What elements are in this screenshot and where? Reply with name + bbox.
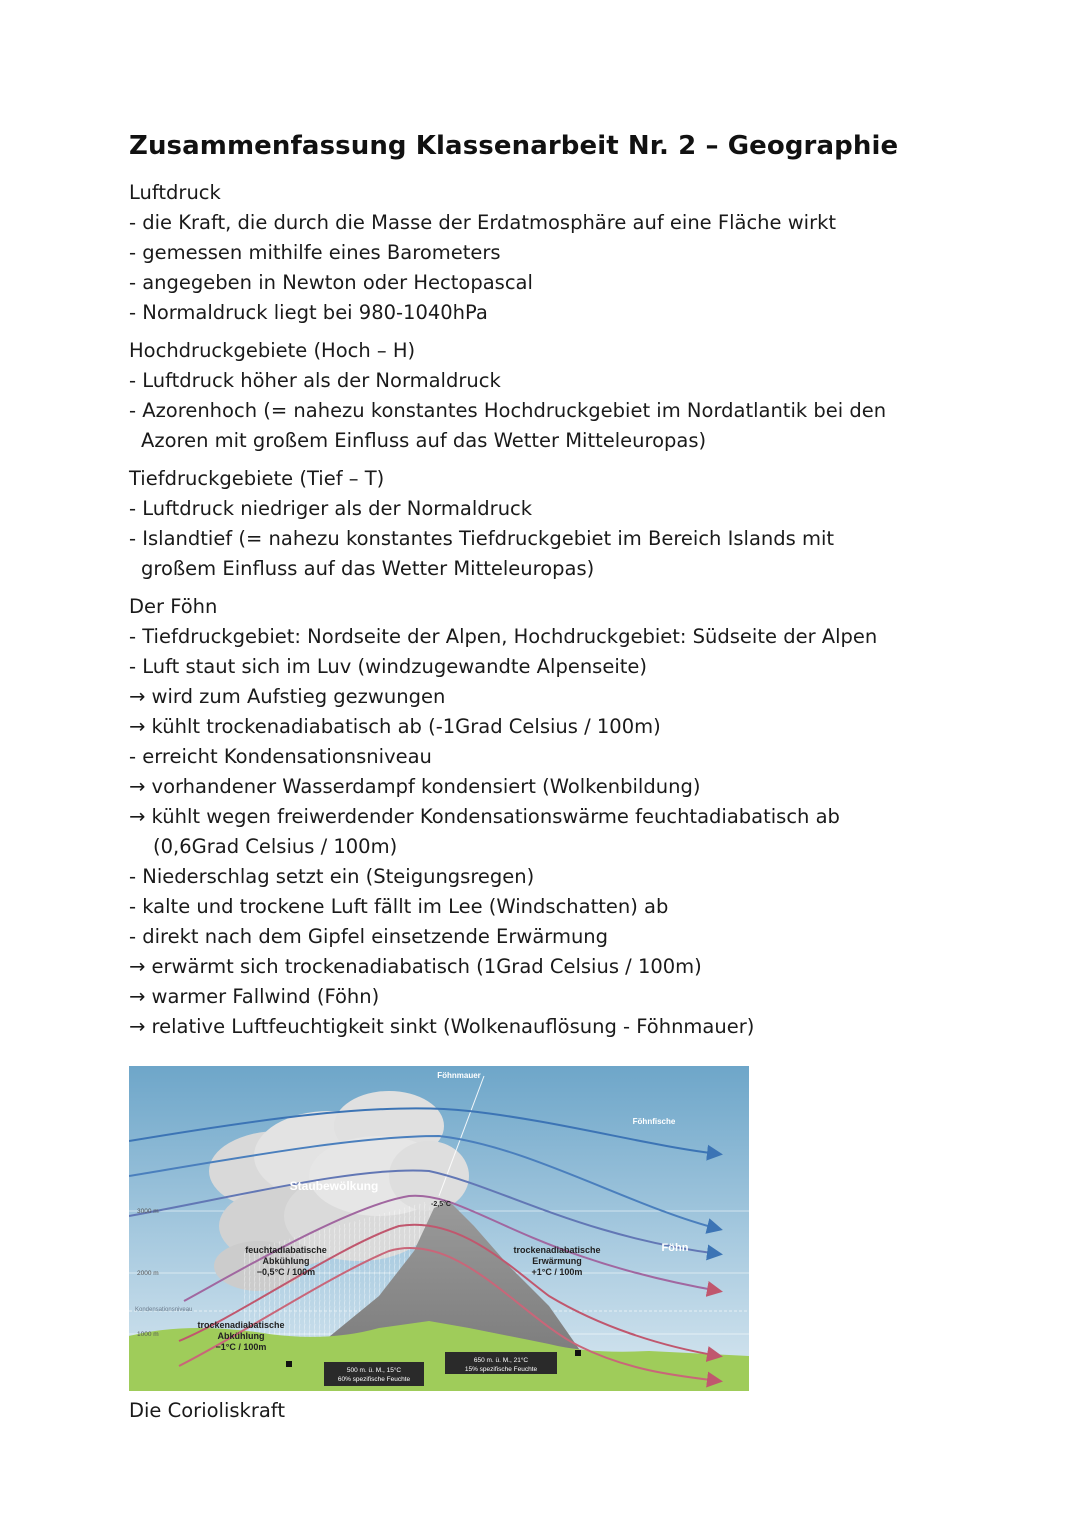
foehn-diagram-svg [129, 1066, 749, 1391]
label-alt-3000: 3000 m [137, 1208, 159, 1215]
bullet-line: großem Einfluss auf das Wetter Mitteleuropas) [141, 557, 595, 580]
bullet-line: - direkt nach dem Gipfel einsetzende Erwärmung [129, 925, 609, 948]
label-feucht-2: Abkühlung [262, 1256, 310, 1266]
bullet-line: → wird zum Aufstieg gezwungen [129, 685, 446, 708]
bullet-line: → erwärmt sich trockenadiabatisch (1Grad Celsius / 100m) [129, 955, 702, 978]
section [129, 178, 959, 328]
section-heading: Luftdruck [129, 181, 221, 204]
label-kondensationsniveau: Kondensationsniveau [135, 1307, 193, 1313]
bullet-line: - Niederschlag setzt ein (Steigungsregen) [129, 865, 535, 888]
bullet-line: - erreicht Kondensationsniveau [129, 745, 432, 768]
bullet-line: - kalte und trockene Luft fällt im Lee (Windschatten) ab [129, 895, 669, 918]
bullet-line: - Luftdruck niedriger als der Normaldruck [129, 497, 533, 520]
section-heading: Tiefdruckgebiete (Tief – T) [129, 467, 385, 490]
bullet-line: → warmer Fallwind (Föhn) [129, 985, 380, 1008]
label-trocken-kalt-3: −1°C / 100m [215, 1342, 267, 1352]
label-trocken-warm-3: +1°C / 100m [531, 1267, 583, 1277]
bullet-line: - Normaldruck liegt bei 980-1040hPa [129, 301, 488, 324]
label-staubewoelkung: Staubewölkung [289, 1179, 379, 1193]
bullet-line: - Luft staut sich im Luv (windzugewandte Alpenseite) [129, 655, 647, 678]
label-foehnmauer: Föhnmauer [437, 1071, 481, 1080]
bullet-line: → vorhandener Wasserdampf kondensiert (Wolkenbildung) [129, 775, 701, 798]
label-trocken-kalt-1: trockenadiabatische [197, 1320, 285, 1330]
label-alt-1000: 1000 m [137, 1331, 159, 1338]
bullet-line: - gemessen mithilfe eines Barometers [129, 241, 501, 264]
label-station-right-1: 650 m. ü. M., 21°C [473, 1357, 529, 1364]
document-page [129, 128, 959, 1050]
label-station-left-2: 60% spezifische Feuchte [337, 1376, 411, 1383]
label-feucht-1: feuchtadiabatische [245, 1245, 327, 1255]
label-station-right-2: 15% spezifische Feuchte [464, 1366, 538, 1373]
label-foehnfische: Föhnfische [632, 1117, 676, 1126]
bullet-line: Azoren mit großem Einfluss auf das Wetter Mitteleuropas) [141, 429, 707, 452]
label-alt-2000: 2000 m [137, 1270, 159, 1277]
bullet-line: → kühlt trockenadiabatisch ab (-1Grad Celsius / 100m) [129, 715, 661, 738]
bullet-line: - Tiefdruckgebiet: Nordseite der Alpen, Hochdruckgebiet: Südseite der Alpen [129, 625, 878, 648]
bullet-line: → kühlt wegen freiwerdender Kondensationswärme feuchtadiabatisch ab [129, 805, 840, 828]
bullet-line: - Islandtief (= nahezu konstantes Tiefdruckgebiet im Bereich Islands mit [129, 527, 835, 550]
station-right-marker [575, 1350, 581, 1356]
bullet-line: (0,6Grad Celsius / 100m) [153, 835, 398, 858]
section-heading: Hochdruckgebiete (Hoch – H) [129, 339, 416, 362]
bullet-line: - die Kraft, die durch die Masse der Erdatmosphäre auf eine Fläche wirkt [129, 211, 837, 234]
bullet-line: - Azorenhoch (= nahezu konstantes Hochdruckgebiet im Nordatlantik bei den [129, 399, 887, 422]
bullet-line: - angegeben in Newton oder Hectopascal [129, 271, 533, 294]
label-foehn: Föhn [661, 1242, 689, 1254]
foehn-diagram [129, 1066, 749, 1391]
label-peak-temp: -2,5°C [431, 1201, 451, 1208]
document-title: Zusammenfassung Klassenarbeit Nr. 2 – Geographie [129, 131, 899, 161]
section [129, 464, 959, 584]
station-left-marker [286, 1361, 292, 1367]
label-station-left-1: 500 m. ü. M., 15°C [346, 1367, 402, 1374]
bullet-line: → relative Luftfeuchtigkeit sinkt (Wolkenauflösung - Föhnmauer) [129, 1015, 755, 1038]
label-trocken-kalt-2: Abkühlung [217, 1331, 265, 1341]
label-feucht-3: −0,5°C / 100m [256, 1267, 316, 1277]
bullet-line: - Luftdruck höher als der Normaldruck [129, 369, 501, 392]
label-trocken-warm-2: Erwärmung [532, 1256, 582, 1266]
section-heading-corioliskraft: Die Corioliskraft [129, 1399, 285, 1422]
section [129, 592, 959, 1042]
label-trocken-warm-1: trockenadiabatische [513, 1245, 601, 1255]
sections-container [129, 178, 959, 1042]
section [129, 336, 959, 456]
section-heading: Der Föhn [129, 595, 218, 618]
